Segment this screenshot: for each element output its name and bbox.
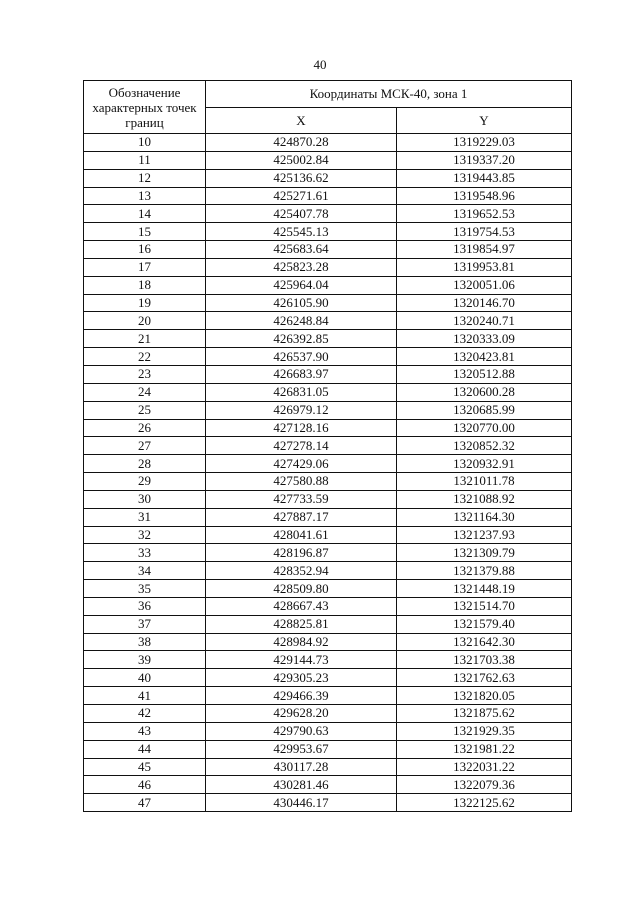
table-row: [84, 134, 572, 152]
point-cell: 16: [84, 241, 206, 259]
x-cell: 426537.90: [206, 348, 397, 366]
point-cell: 25: [84, 401, 206, 419]
y-cell: 1321929.35: [397, 722, 572, 740]
header-row-1: [84, 81, 572, 108]
table-row: [84, 705, 572, 723]
x-cell: 426979.12: [206, 401, 397, 419]
point-cell: 19: [84, 294, 206, 312]
y-cell: 1321579.40: [397, 615, 572, 633]
table-row: [84, 794, 572, 812]
table-row: [84, 508, 572, 526]
x-cell: 429144.73: [206, 651, 397, 669]
y-cell: 1320051.06: [397, 276, 572, 294]
point-cell: 18: [84, 276, 206, 294]
x-cell: 429953.67: [206, 740, 397, 758]
x-cell: 428196.87: [206, 544, 397, 562]
x-cell: 429466.39: [206, 687, 397, 705]
y-cell: 1321981.22: [397, 740, 572, 758]
y-cell: 1322079.36: [397, 776, 572, 794]
y-cell: 1319443.85: [397, 169, 572, 187]
y-cell: 1321309.79: [397, 544, 572, 562]
x-cell: 428509.80: [206, 580, 397, 598]
table-row: [84, 580, 572, 598]
point-cell: 45: [84, 758, 206, 776]
y-cell: 1321762.63: [397, 669, 572, 687]
table-row: [84, 455, 572, 473]
y-cell: 1320770.00: [397, 419, 572, 437]
table-row: [84, 740, 572, 758]
table-row: [84, 597, 572, 615]
point-cell: 42: [84, 705, 206, 723]
point-cell: 12: [84, 169, 206, 187]
point-cell: 35: [84, 580, 206, 598]
point-cell: 20: [84, 312, 206, 330]
y-cell: 1321448.19: [397, 580, 572, 598]
table-row: [84, 187, 572, 205]
table-row: [84, 722, 572, 740]
coordinates-table: [83, 80, 572, 812]
point-cell: 11: [84, 151, 206, 169]
x-cell: 429790.63: [206, 722, 397, 740]
y-cell: 1319754.53: [397, 223, 572, 241]
table-row: [84, 294, 572, 312]
x-cell: 425545.13: [206, 223, 397, 241]
y-cell: 1320512.88: [397, 365, 572, 383]
x-cell: 428825.81: [206, 615, 397, 633]
x-cell: 430281.46: [206, 776, 397, 794]
table-row: [84, 151, 572, 169]
table-row: [84, 437, 572, 455]
y-cell: 1320146.70: [397, 294, 572, 312]
y-cell: 1322031.22: [397, 758, 572, 776]
x-cell: 430446.17: [206, 794, 397, 812]
point-cell: 46: [84, 776, 206, 794]
x-cell: 425271.61: [206, 187, 397, 205]
y-cell: 1320423.81: [397, 348, 572, 366]
table-body: [84, 134, 572, 812]
point-cell: 31: [84, 508, 206, 526]
table-row: [84, 687, 572, 705]
x-cell: 425002.84: [206, 151, 397, 169]
x-cell: 430117.28: [206, 758, 397, 776]
point-cell: 10: [84, 134, 206, 152]
x-cell: 427278.14: [206, 437, 397, 455]
x-cell: 426683.97: [206, 365, 397, 383]
point-cell: 27: [84, 437, 206, 455]
y-cell: 1319652.53: [397, 205, 572, 223]
y-cell: 1320932.91: [397, 455, 572, 473]
y-cell: 1321514.70: [397, 597, 572, 615]
table-row: [84, 383, 572, 401]
x-cell: 425964.04: [206, 276, 397, 294]
x-cell: 426392.85: [206, 330, 397, 348]
point-cell: 40: [84, 669, 206, 687]
x-cell: 429628.20: [206, 705, 397, 723]
table-row: [84, 330, 572, 348]
table-row: [84, 241, 572, 259]
y-cell: 1319229.03: [397, 134, 572, 152]
table-header: [84, 81, 572, 134]
x-cell: 429305.23: [206, 669, 397, 687]
table-row: [84, 490, 572, 508]
x-cell: 425136.62: [206, 169, 397, 187]
point-cell: 13: [84, 187, 206, 205]
x-cell: 428984.92: [206, 633, 397, 651]
table-row: [84, 562, 572, 580]
point-cell: 24: [84, 383, 206, 401]
point-cell: 44: [84, 740, 206, 758]
table-row: [84, 258, 572, 276]
y-cell: 1319953.81: [397, 258, 572, 276]
point-cell: 38: [84, 633, 206, 651]
table-row: [84, 223, 572, 241]
y-cell: 1321011.78: [397, 473, 572, 491]
x-cell: 427429.06: [206, 455, 397, 473]
point-cell: 21: [84, 330, 206, 348]
point-cell: 14: [84, 205, 206, 223]
point-cell: 32: [84, 526, 206, 544]
table-row: [84, 205, 572, 223]
point-cell: 41: [84, 687, 206, 705]
point-cell: 33: [84, 544, 206, 562]
table-row: [84, 348, 572, 366]
x-cell: 425823.28: [206, 258, 397, 276]
x-cell: 428667.43: [206, 597, 397, 615]
table-row: [84, 276, 572, 294]
y-cell: 1319337.20: [397, 151, 572, 169]
point-cell: 26: [84, 419, 206, 437]
x-cell: 427887.17: [206, 508, 397, 526]
table-row: [84, 633, 572, 651]
point-cell: 15: [84, 223, 206, 241]
table-row: [84, 419, 572, 437]
y-cell: 1320852.32: [397, 437, 572, 455]
table-row: [84, 312, 572, 330]
x-cell: 425683.64: [206, 241, 397, 259]
table-row: [84, 473, 572, 491]
point-cell: 23: [84, 365, 206, 383]
y-cell: 1319548.96: [397, 187, 572, 205]
point-column-header: Обозначение характерных точек границ: [84, 81, 206, 134]
y-cell: 1321820.05: [397, 687, 572, 705]
point-cell: 37: [84, 615, 206, 633]
y-cell: 1320685.99: [397, 401, 572, 419]
x-cell: 428352.94: [206, 562, 397, 580]
x-column-header: X: [206, 108, 397, 134]
x-cell: 428041.61: [206, 526, 397, 544]
y-cell: 1322125.62: [397, 794, 572, 812]
y-cell: 1321642.30: [397, 633, 572, 651]
y-cell: 1321164.30: [397, 508, 572, 526]
y-cell: 1319854.97: [397, 241, 572, 259]
y-cell: 1321703.38: [397, 651, 572, 669]
x-cell: 427128.16: [206, 419, 397, 437]
table-row: [84, 365, 572, 383]
point-cell: 28: [84, 455, 206, 473]
y-cell: 1321088.92: [397, 490, 572, 508]
y-column-header: Y: [397, 108, 572, 134]
y-cell: 1320333.09: [397, 330, 572, 348]
y-cell: 1321237.93: [397, 526, 572, 544]
x-cell: 426105.90: [206, 294, 397, 312]
x-cell: 427580.88: [206, 473, 397, 491]
table-row: [84, 526, 572, 544]
page-number: 40: [313, 57, 327, 72]
point-cell: 39: [84, 651, 206, 669]
x-cell: 425407.78: [206, 205, 397, 223]
table-row: [84, 169, 572, 187]
point-cell: 36: [84, 597, 206, 615]
table-row: [84, 651, 572, 669]
y-cell: 1321379.88: [397, 562, 572, 580]
x-cell: 426248.84: [206, 312, 397, 330]
table-row: [84, 615, 572, 633]
table-row: [84, 401, 572, 419]
point-cell: 34: [84, 562, 206, 580]
point-cell: 22: [84, 348, 206, 366]
point-cell: 47: [84, 794, 206, 812]
x-cell: 426831.05: [206, 383, 397, 401]
point-cell: 30: [84, 490, 206, 508]
y-cell: 1320240.71: [397, 312, 572, 330]
x-cell: 427733.59: [206, 490, 397, 508]
table-row: [84, 544, 572, 562]
point-cell: 29: [84, 473, 206, 491]
table-row: [84, 758, 572, 776]
point-cell: 43: [84, 722, 206, 740]
y-cell: 1321875.62: [397, 705, 572, 723]
y-cell: 1320600.28: [397, 383, 572, 401]
coordinates-group-header: Координаты МСК-40, зона 1: [206, 81, 572, 108]
table-row: [84, 776, 572, 794]
table-row: [84, 669, 572, 687]
point-cell: 17: [84, 258, 206, 276]
x-cell: 424870.28: [206, 134, 397, 152]
